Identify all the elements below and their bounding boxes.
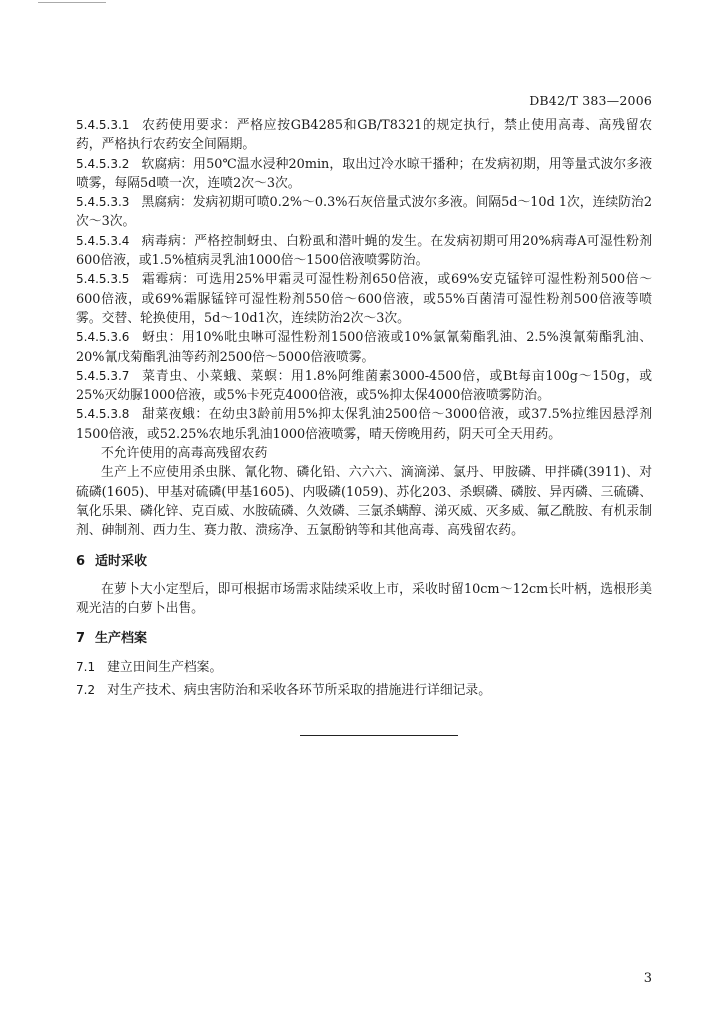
section-6-text: 在萝卜大小定型后，即可根据市场需求陆续采收上市，采收时留10cm～12cm长叶柄，选根形美观光洁的白萝卜出售。 — [76, 581, 652, 617]
standard-code: DB42/T 383—2006 — [529, 93, 652, 108]
scan-edge-line — [38, 2, 106, 3]
banned-pesticides-text: 生产上不应使用杀虫脒、氰化物、磷化铅、六六六、滴滴涕、氯丹、甲胺磷、甲拌磷(3911)、对硫磷(1605)、甲基对硫磷(甲基1605)、内吸磷(1059)、苏化203、杀螟磷、磷胺、异丙磷、三硫磷、氧化乐果、磷化锌、克百威、水胺硫磷、久效磷、三氯杀螨醇、涕灭威、灭多威、氟乙酰胺、有机汞制剂、砷制剂、西力生、赛力散、溃疡净、五氯酚钠等和其他高毒、高残留农药。 — [76, 465, 652, 539]
section-title: 生产档案 — [95, 631, 148, 647]
clause-text: 病毒病：严格控制蚜虫、白粉虱和潜叶蝇的发生。在发病初期可用20%病毒A可湿性粉剂600倍液，或1.5%植病灵乳油1000倍～1500倍液喷雾防治。 — [76, 233, 652, 269]
banned-pesticides-title: 不允许使用的高毒高残留农药 — [101, 446, 268, 462]
clause-text: 霜霉病：可选用25%甲霜灵可湿性粉剂650倍液，或69%安克锰锌可湿性粉剂500倍～600倍液，或69%霜脲锰锌可湿性粉剂550倍～600倍液，或55%百菌清可湿性粉剂500倍液等喷雾。交替、轮换使用，5d～10d1次，连续防治2次～3次。 — [76, 272, 652, 326]
clause-5-4-5-3-8 — [76, 405, 652, 444]
clause-5-4-5-3-5 — [76, 270, 652, 328]
clause-text: 黑腐病：发病初期可喷0.2%～0.3%石灰倍量式波尔多液。间隔5d～10d 1次，连续防治2次～3次。 — [76, 195, 652, 230]
clause-text: 建立田间生产档案。 — [107, 659, 223, 675]
section-7-heading — [76, 629, 652, 648]
end-of-document-rule — [300, 735, 458, 736]
clause-text: 农药使用要求：严格应按GB4285和GB/T8321的规定执行，禁止使用高毒、高残留农药，严格执行农药安全间隔期。 — [76, 118, 652, 153]
clause-number: 5.4.5.3.3 — [76, 195, 130, 210]
clause-5-4-5-3-7 — [76, 367, 652, 406]
clause-number: 7.1 — [76, 659, 96, 674]
clause-5-4-5-3-3 — [76, 193, 652, 232]
clause-text: 菜青虫、小菜蛾、菜螟：用1.8%阿维菌素3000-4500倍，或Bt每亩100g～150g，或25%灭幼脲1000倍液，或5%卡死克4000倍液，或5%抑太保4000倍液喷雾防治。 — [76, 368, 652, 404]
clause-5-4-5-3-1 — [76, 116, 652, 155]
clause-number: 5.4.5.3.7 — [76, 368, 130, 383]
clause-7-1 — [76, 658, 652, 677]
page-number: 3 — [643, 971, 652, 986]
clause-5-4-5-3-2 — [76, 155, 652, 194]
section-6-heading — [76, 552, 652, 571]
clause-number: 5.4.5.3.6 — [76, 330, 130, 345]
clause-5-4-5-3-6 — [76, 328, 652, 367]
clause-5-4-5-3-4 — [76, 232, 652, 271]
clause-number: 5.4.5.3.8 — [76, 407, 130, 422]
clause-number: 5.4.5.3.4 — [76, 233, 130, 248]
document-body — [76, 116, 652, 700]
section-number: 7 — [76, 631, 86, 647]
clause-text: 蚜虫：用10%吡虫啉可湿性粉剂1500倍液或10%氯氰菊酯乳油、2.5%溴氰菊酯乳油、20%氰戊菊酯乳油等药剂2500倍～5000倍液喷雾。 — [76, 330, 652, 365]
clause-number: 5.4.5.3.5 — [76, 272, 130, 287]
section-number: 6 — [76, 553, 86, 569]
clause-text: 对生产技术、病虫害防治和采收各环节所采取的措施进行详细记录。 — [107, 683, 491, 699]
clause-text: 软腐病：用50℃温水浸种20min，取出过冷水晾干播种；在发病初期，用等量式波尔多液喷雾，每隔5d喷一次，连喷2次～3次。 — [76, 156, 652, 191]
clause-7-2 — [76, 681, 652, 700]
clause-number: 7.2 — [76, 683, 96, 698]
clause-number: 5.4.5.3.2 — [76, 156, 130, 171]
clause-number: 5.4.5.3.1 — [76, 118, 130, 132]
clause-text: 甜菜夜蛾：在幼虫3龄前用5%抑太保乳油2500倍～3000倍液，或37.5%拉维因悬浮剂1500倍液，或52.25%农地乐乳油1000倍液喷雾，晴天傍晚用药，阴天可全天用药。 — [76, 407, 652, 442]
section-title: 适时采收 — [95, 553, 148, 569]
